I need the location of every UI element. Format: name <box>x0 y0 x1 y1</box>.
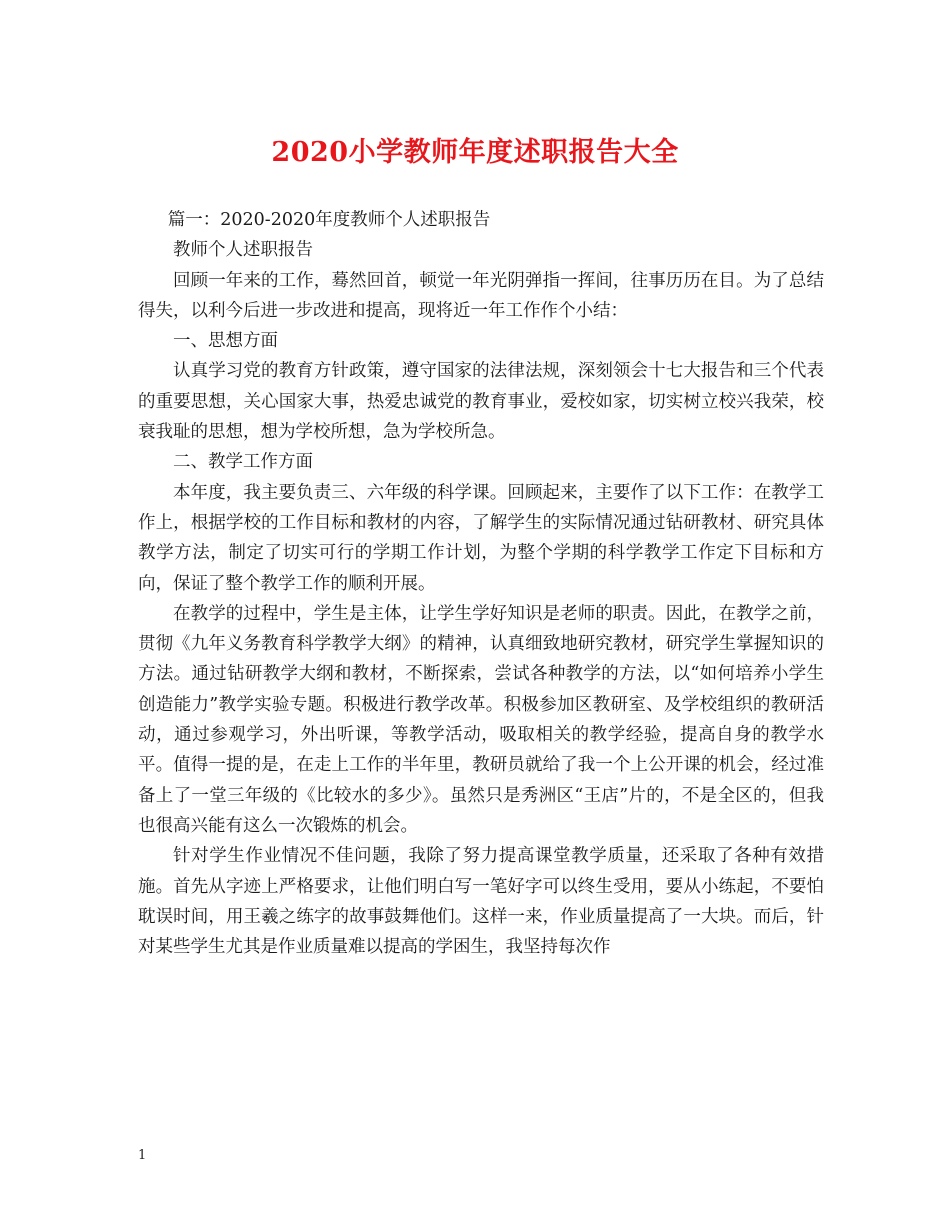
teaching-paragraph-1: 本年度，我主要负责三、六年级的科学课。回顾起来，主要作了以下工作：在教学工作上，根据学校的工作目标和教材的内容，了解学生的实际情况通过钻研教材、研究具体教学方法，制定了切实可行的学期工作计划，为整个学期的科学教学工作定下目标和方向，保证了整个教学工作的顺利开展。 <box>138 482 824 594</box>
section-heading-thought: 一、思想方面 <box>173 331 278 352</box>
section-heading-teaching: 二、教学工作方面 <box>173 452 313 473</box>
thought-paragraph: 认真学习党的教育方针政策，遵守国家的法律法规，深刻领会十七大报告和三个代表的重要思想，关心国家大事，热爱忠诚党的教育事业，爱校如家，切实树立校兴我荣，校衰我耻的思想，想为学校所想，急为学校所急。 <box>138 361 824 443</box>
chapter-heading: 篇一：2020-2020年度教师个人述职报告 <box>167 210 491 230</box>
teaching-paragraph-3: 针对学生作业情况不佳问题，我除了努力提高课堂教学质量，还采取了各种有效措施。首先从字迹上严格要求，让他们明白写一笔好字可以终生受用，要从小练起，不要怕耽误时间，用王羲之练字的故事鼓舞他们。这样一来，作业质量提高了一大块。而后，针对某些学生尤其是作业质量难以提高的学困生，我坚持每次作 <box>138 846 824 958</box>
intro-paragraph: 回顾一年来的工作，蓦然回首，顿觉一年光阴弹指一挥间，往事历历在目。为了总结得失，以利今后进一步改进和提高，现将近一年工作作个小结： <box>138 270 824 321</box>
page-number: 1 <box>138 1148 147 1163</box>
teaching-paragraph-2: 在教学的过程中，学生是主体，让学生学好知识是老师的职责。因此，在教学之前，贯彻《九年义务教育科学教学大纲》的精神，认真细致地研究教材，研究学生掌握知识的方法。通过钻研教学大纲和教材，不断探索，尝试各种教学的方法，以“如何培养小学生创造能力”教学实验专题。积极进行教学改革。积极参加区教研室、及学校组织的教研活动，通过参观学习，外出听课，等教学活动，吸取相关的教学经验，提高自身的教学水平。值得一提的是，在走上工作的半年里，教研员就给了我一个上公开课的机会，经过准备上了一堂三年级的《比较水的多少》。虽然只是秀洲区“王店”片的，不是全区的，但我也很高兴能有这么一次锻炼的机会。 <box>138 603 824 836</box>
document-body <box>138 205 824 962</box>
report-subtitle: 教师个人述职报告 <box>173 240 313 261</box>
document-title: 2020小学教师年度述职报告大全 <box>271 137 679 168</box>
